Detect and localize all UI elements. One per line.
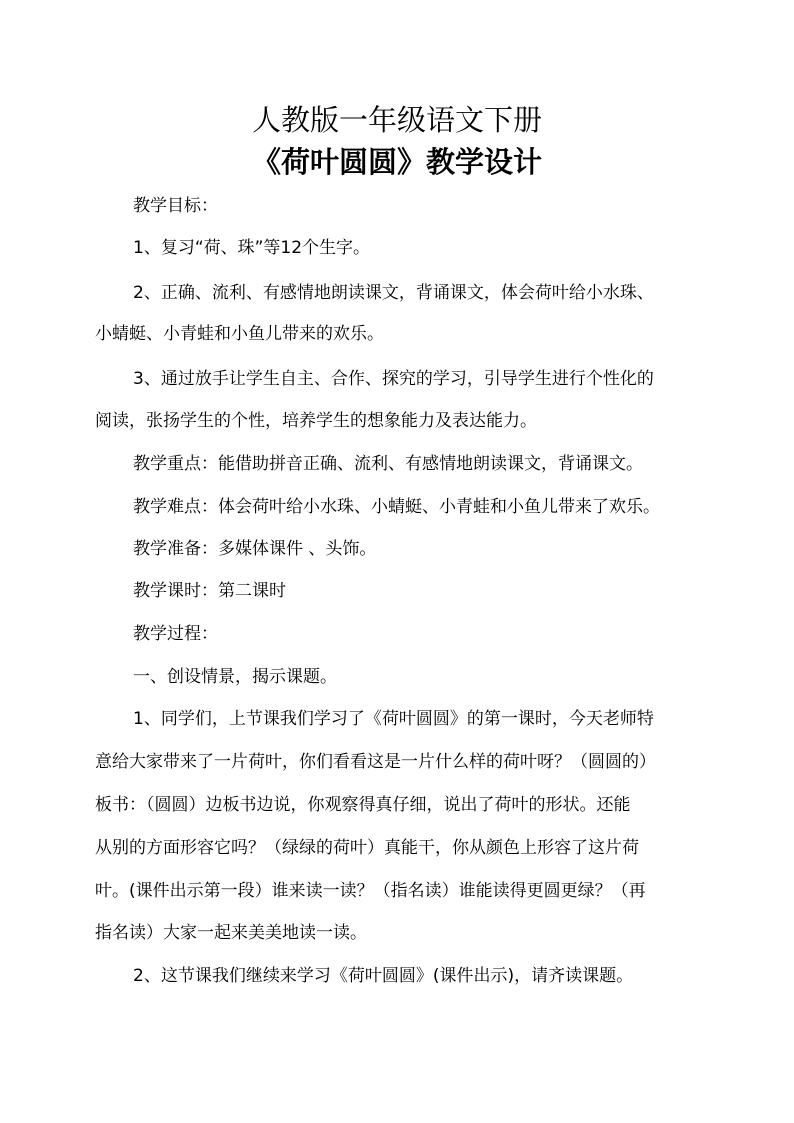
text-line: 教学准备：多媒体课件 、头饰。: [133, 539, 377, 559]
text-line: 阅读，张扬学生的个性，培养学生的想象能力及表达能力。: [95, 411, 537, 431]
text-line: 从别的方面形容它吗？（绿绿的荷叶）真能干，你从颜色上形容了这片荷: [95, 838, 639, 858]
text-line: 1、复习“荷、珠”等12个生字。: [133, 238, 371, 258]
document-title: 人教版一年级语文下册: [251, 103, 542, 137]
text-line: 板书：（圆圆）边板书边说，你观察得真仔细，说出了荷叶的形状。还能: [95, 795, 631, 815]
text-line: 小蜻蜓、小青蛙和小鱼儿带来的欢乐。: [95, 324, 384, 344]
text-line: 教学难点：体会荷叶给小水珠、小蜻蜓、小青蛙和小鱼儿带来了欢乐。: [133, 497, 660, 517]
text-line: 2、这节课我们继续来学习《荷叶圆圆》(课件出示)，请齐读课题。: [133, 966, 634, 986]
text-line: 一、创设情景，揭示课题。: [133, 667, 337, 687]
text-line: 1、同学们，上节课我们学习了《荷叶圆圆》的第一课时，今天老师特: [133, 709, 654, 729]
text-line: 指名读）大家一起来美美地读一读。: [95, 923, 367, 943]
text-line: 教学目标：: [133, 196, 218, 216]
lesson-title: 《荷叶圆圆》教学设计: [251, 145, 542, 179]
text-line: 叶。(课件出示第一段）谁来读一读？（指名读）谁能读得更圆更绿？（再: [95, 881, 646, 901]
text-line: 教学课时：第二课时: [133, 581, 286, 601]
text-line: 教学过程：: [133, 624, 218, 644]
text-line: 教学重点：能借助拼音正确、流利、有感情地朗读课文，背诵课文。: [133, 454, 643, 474]
text-line: 2、正确、流利、有感情地朗读课文，背诵课文，体会荷叶给小水珠、: [133, 283, 654, 303]
text-line: 意给大家带来了一片荷叶，你们看看这是一片什么样的荷叶呀？（圆圆的）: [95, 752, 656, 772]
text-line: 3、通过放手让学生自主、合作、探究的学习，引导学生进行个性化的: [133, 369, 654, 389]
